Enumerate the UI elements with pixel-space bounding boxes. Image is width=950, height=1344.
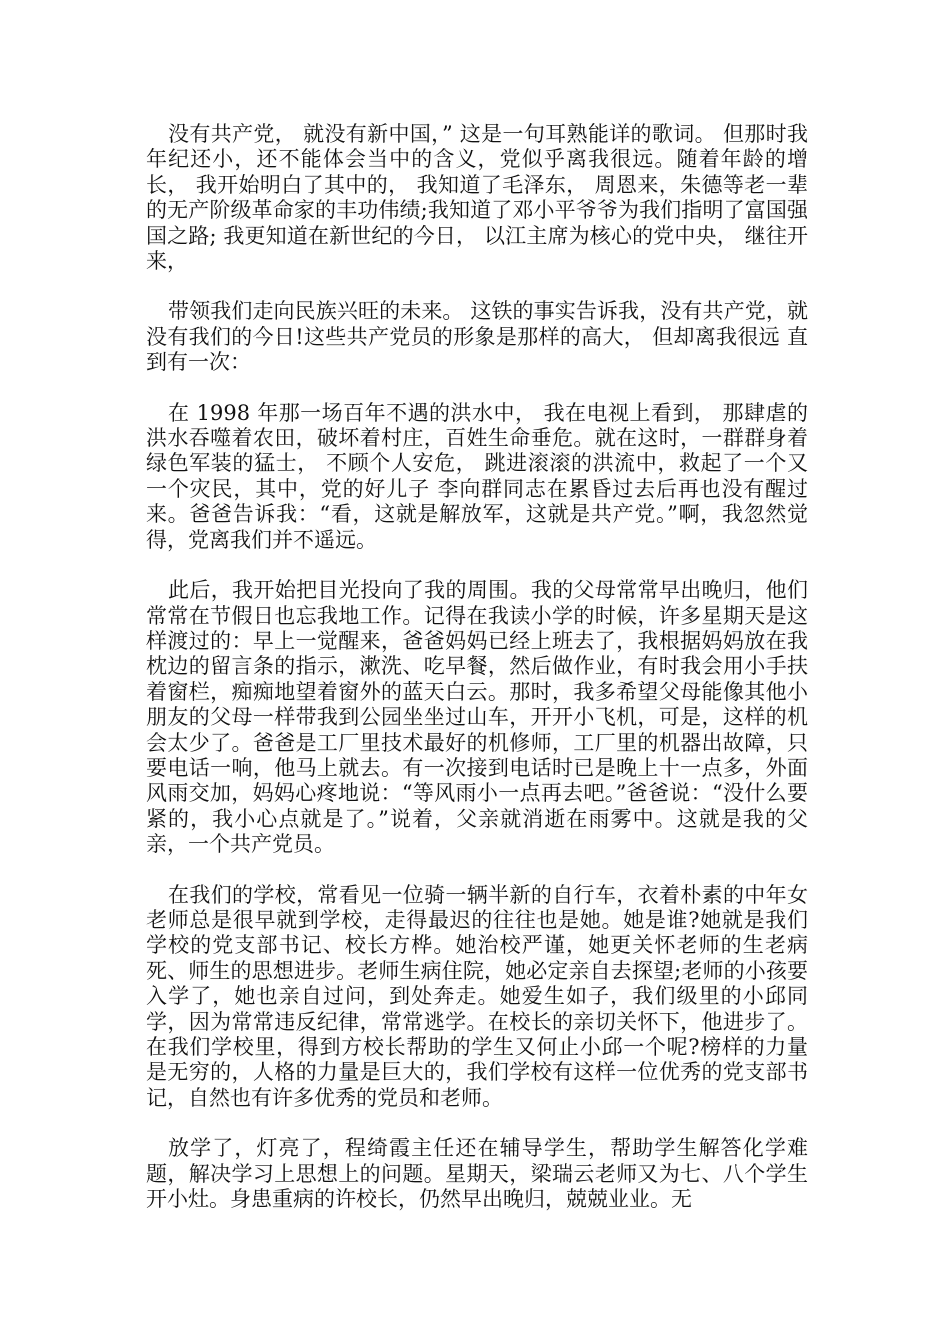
paragraph-1: 没有共产党， 就没有新中国，” 这是一句耳熟能详的歌词。 但那时我年纪还小，还不能体会当中的含义，党似乎离我很远。随着年龄的增长， 我开始明白了其中的， 我知道了毛泽东， 周恩来，朱德等老一辈的无产阶级革命家的丰功伟绩;我知道了邓小平爷爷为我们指明了富国强国之路; 我更知道在新世纪的今日， 以江主席为核心的党中央， 继往开来， [146,122,808,274]
paragraph-3: 在 1998 年那一场百年不遇的洪水中， 我在电视上看到， 那肆虐的洪水吞噬着农田，破坏着村庄，百姓生命垂危。就在这时，一群群身着绿色军装的猛士， 不顾个人安危， 跳进滚滚的洪流中，救起了一个又一个灾民，其中，党的好儿子 李向群同志在累昏过去后再也没有醒过来。爸爸告诉我：“看，这就是解放军，这就是共产党。”啊，我忽然觉得，党离我们并不遥远。 [146,400,808,552]
paragraph-4: 此后，我开始把目光投向了我的周围。我的父母常常早出晚归，他们常常在节假日也忘我地工作。记得在我读小学的时候，许多星期天是这样渡过的：早上一觉醒来，爸爸妈妈已经上班去了，我根据妈妈放在我枕边的留言条的指示，漱洗、吃早餐，然后做作业，有时我会用小手扶着窗栏，痴痴地望着窗外的蓝天白云。那时，我多希望父母能像其他小朋友的父母一样带我到公园坐坐过山车，开开小飞机，可是，这样的机会太少了。爸爸是工厂里技术最好的机修师，工厂里的机器出故障，只要电话一响，他马上就去。有一次接到电话时已是晚上十一点多，外面风雨交加，妈妈心疼地说：“等风雨小一点再去吧。”爸爸说：“没什么要紧的，我小心点就是了。”说着，父亲就消逝在雨雾中。这就是我的父亲，一个共产党员。 [146,578,808,857]
paragraph-5: 在我们的学校，常看见一位骑一辆半新的自行车，衣着朴素的中年女老师总是很早就到学校，走得最迟的往往也是她。她是谁?她就是我们学校的党支部书记、校长方桦。她治校严谨，她更关怀老师的生老病死、师生的思想进步。老师生病住院，她必定亲自去探望;老师的小孩要入学了，她也亲自过问，到处奔走。她爱生如子，我们级里的小邱同学，因为常常违反纪律，常常逃学。在校长的亲切关怀下，他进步了。在我们学校里，得到方校长帮助的学生又何止小邱一个呢?榜样的力量是无穷的，人格的力量是巨大的，我们学校有这样一位优秀的党支部书记，自然也有许多优秀的党员和老师。 [146,882,808,1110]
paragraph-6: 放学了，灯亮了，程绮霞主任还在辅导学生，帮助学生解答化学难题，解决学习上思想上的问题。星期天，梁瑞云老师又为七、八个学生开小灶。身患重病的许校长，仍然早出晚归，兢兢业业。无 [146,1136,808,1212]
paragraph-2: 带领我们走向民族兴旺的未来。 这铁的事实告诉我，没有共产党，就没有我们的今日!这些共产党员的形象是那样的高大， 但却离我很远 直到有一次： [146,299,808,375]
document-page [146,122,808,1212]
